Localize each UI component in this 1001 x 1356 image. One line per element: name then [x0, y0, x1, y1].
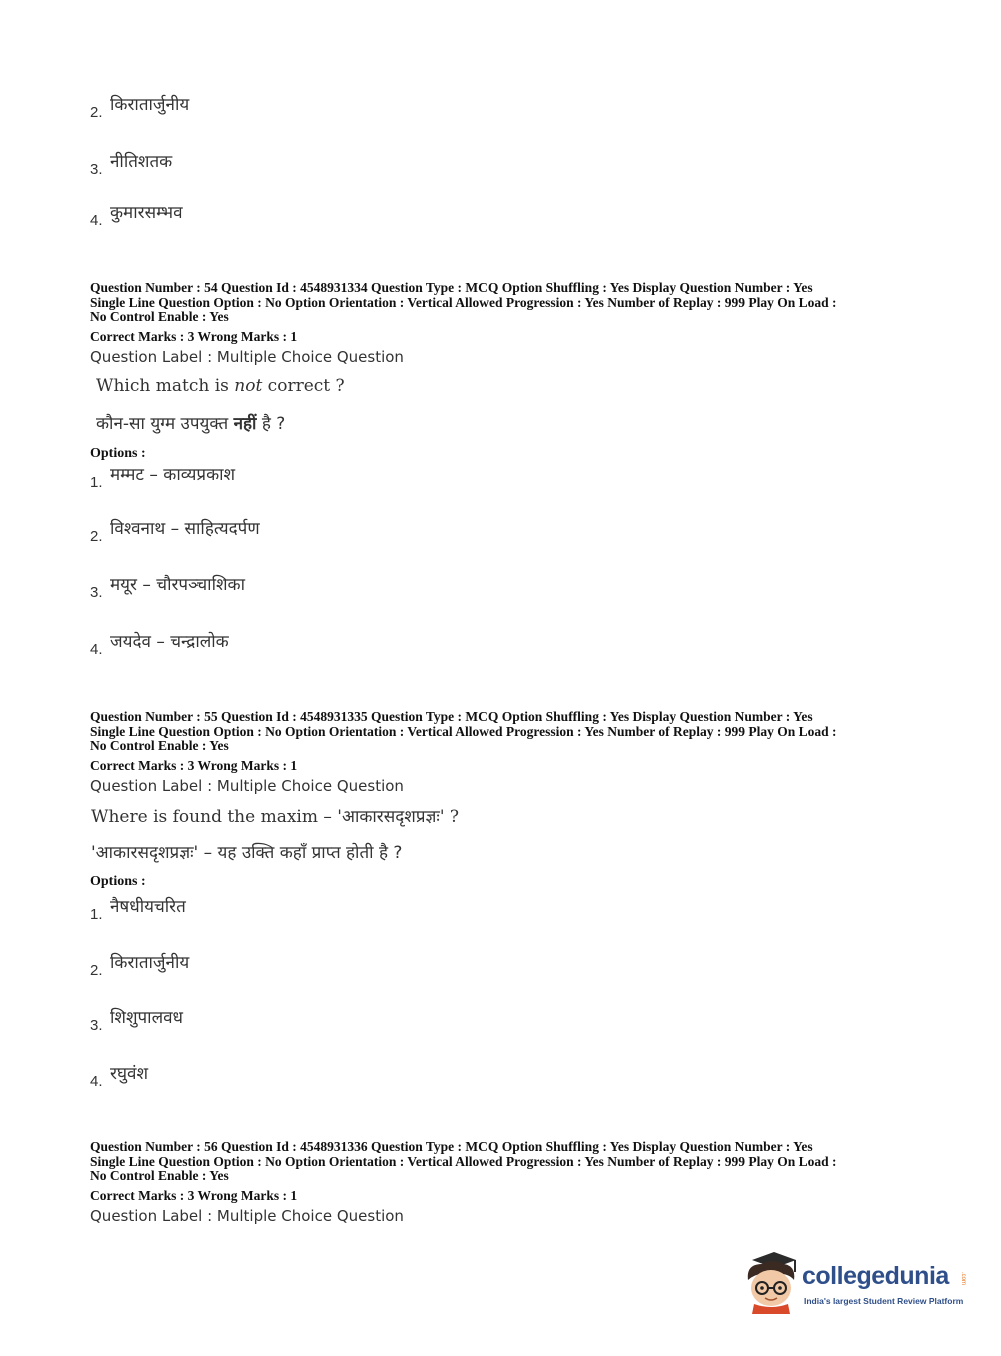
- option-3: [90, 572, 245, 601]
- option-number: 4.: [90, 212, 103, 229]
- option-1: [90, 894, 186, 923]
- emphasis-nahin: नहीं: [233, 414, 257, 434]
- logo-domain-suffix: .com: [960, 1272, 966, 1286]
- option-text: नैषधीयचरित: [110, 897, 186, 917]
- option-number: 2.: [90, 104, 103, 121]
- option-text: कुमारसम्भव: [110, 203, 183, 223]
- option-number: 1.: [90, 906, 103, 923]
- question-text-hindi: कौन-सा युग्म उपयुक्त नहीं है ?: [96, 414, 286, 434]
- option-3: [90, 1005, 184, 1034]
- option-number: 4.: [90, 1073, 103, 1090]
- question-label: Question Label : Multiple Choice Question: [90, 1207, 404, 1225]
- option-text: किरातार्जुनीय: [110, 953, 190, 973]
- prev-option-2: [90, 92, 190, 121]
- question-label: Question Label : Multiple Choice Question: [90, 777, 404, 795]
- emphasis-not: not: [234, 376, 263, 396]
- question-label: Question Label : Multiple Choice Question: [90, 348, 404, 366]
- option-number: 2.: [90, 962, 103, 979]
- question-marks: Correct Marks : 3 Wrong Marks : 1: [90, 329, 298, 344]
- question-meta: Question Number : 55 Question Id : 4548931335 Question Type : MCQ Option Shuffling : Yes Display Question Number : Yes Single Line Question Option : No Option Orientation : Vertical Allowed Progression : Yes Number of Replay : 999 Play On Load : No Control Enable : Yes: [90, 709, 837, 753]
- option-2: [90, 950, 190, 979]
- option-text: रघुवंश: [110, 1064, 149, 1084]
- option-1: [90, 462, 236, 491]
- logo-tagline: India's largest Student Review Platform: [804, 1296, 964, 1306]
- option-number: 3.: [90, 161, 103, 178]
- prev-option-4: [90, 200, 183, 229]
- prev-option-3: [90, 149, 173, 178]
- option-number: 1.: [90, 474, 103, 491]
- option-text: नीतिशतक: [110, 152, 173, 172]
- question-text-english: Where is found the maxim – 'आकारसदृशप्रज्ञः' ?: [91, 807, 460, 827]
- question-meta: Question Number : 54 Question Id : 4548931334 Question Type : MCQ Option Shuffling : Yes Display Question Number : Yes Single Line Question Option : No Option Orientation : Vertical Allowed Progression : Yes Number of Replay : 999 Play On Load : No Control Enable : Yes: [90, 280, 837, 324]
- options-label: Options :: [90, 874, 146, 889]
- option-number: 3.: [90, 584, 103, 601]
- question-text-hindi: 'आकारसदृशप्रज्ञः' – यह उक्ति कहाँ प्राप्त होती है ?: [91, 843, 403, 863]
- option-number: 4.: [90, 641, 103, 658]
- mascot-icon: [742, 1250, 802, 1314]
- option-4: [90, 629, 229, 658]
- option-text: शिशुपालवध: [110, 1008, 184, 1028]
- option-text: मम्मट – काव्यप्रकाश: [110, 465, 236, 485]
- option-text: जयदेव – चन्द्रालोक: [110, 632, 229, 652]
- logo-wordmark: collegedunia: [802, 1262, 949, 1290]
- option-number: 2.: [90, 528, 103, 545]
- question-text-english: Which match is not correct ?: [96, 376, 345, 396]
- option-4: [90, 1061, 149, 1090]
- option-text: मयूर – चौरपञ्चाशिका: [110, 575, 245, 595]
- option-2: [90, 516, 260, 545]
- question-meta: Question Number : 56 Question Id : 4548931336 Question Type : MCQ Option Shuffling : Yes Display Question Number : Yes Single Line Question Option : No Option Orientation : Vertical Allowed Progression : Yes Number of Replay : 999 Play On Load : No Control Enable : Yes: [90, 1139, 837, 1183]
- options-label: Options :: [90, 446, 146, 461]
- option-text: विश्वनाथ – साहित्यदर्पण: [110, 519, 260, 539]
- collegedunia-logo[interactable]: [742, 1250, 972, 1314]
- question-marks: Correct Marks : 3 Wrong Marks : 1: [90, 758, 298, 773]
- option-text: किरातार्जुनीय: [110, 95, 190, 115]
- question-marks: Correct Marks : 3 Wrong Marks : 1: [90, 1188, 298, 1203]
- option-number: 3.: [90, 1017, 103, 1034]
